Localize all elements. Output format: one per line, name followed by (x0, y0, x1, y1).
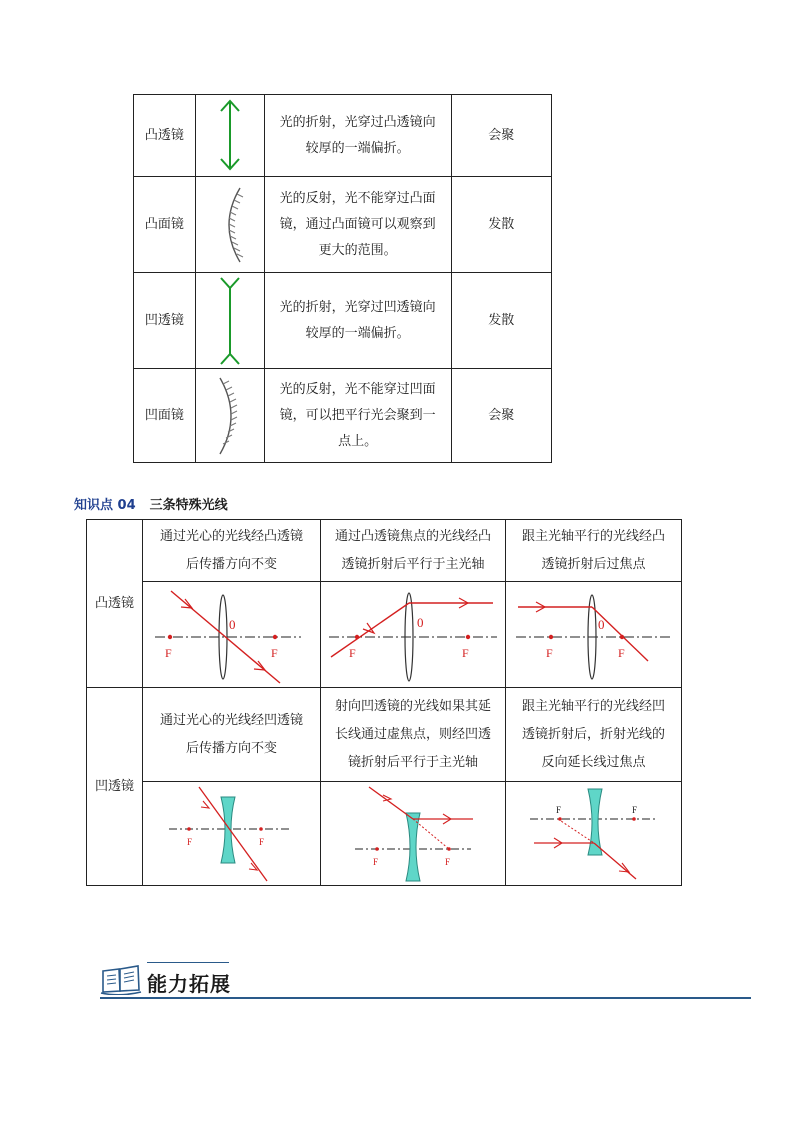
element-effect: 会聚 (451, 95, 551, 177)
convex-focal-ray-diagram (321, 582, 506, 688)
section-title: 三条特殊光线 (149, 498, 228, 513)
svg-text:F: F (187, 836, 193, 847)
table-row (134, 95, 552, 177)
svg-text:F: F (556, 804, 562, 815)
svg-text:F: F (373, 856, 379, 867)
special-rays-table (86, 519, 682, 886)
element-name: 凹面镜 (134, 369, 196, 463)
convex-lens-icon (195, 95, 264, 177)
ray-caption: 射向凹透镜的光线如果其延 长线通过虚焦点，则经凹透 镜折射后平行于主光轴 (321, 688, 506, 782)
lens-type-concave: 凹透镜 (87, 688, 143, 886)
svg-text:F: F (462, 645, 469, 660)
ray-caption: 通过凸透镜焦点的光线经凸 透镜折射后平行于主光轴 (321, 520, 506, 582)
element-name: 凸面镜 (134, 177, 196, 273)
section-title-ability-extension: 能力拓展 (147, 972, 231, 996)
svg-text:F: F (618, 645, 625, 660)
element-description: 光的折射，光穿过凹透镜向 较厚的一端偏折。 (264, 273, 451, 369)
convex-mirror-icon (195, 177, 264, 273)
table-row (134, 177, 552, 273)
svg-text:F: F (546, 645, 553, 660)
svg-text:0: 0 (417, 614, 424, 630)
footer-top-rule (147, 962, 229, 963)
svg-text:F: F (165, 645, 172, 660)
table-row (134, 369, 552, 463)
element-description: 光的折射，光穿过凸透镜向 较厚的一端偏折。 (264, 95, 451, 177)
element-name: 凹透镜 (134, 273, 196, 369)
concave-parallel-ray-diagram (506, 782, 682, 886)
footer-underline (100, 997, 751, 999)
open-book-icon (100, 963, 142, 995)
element-name: 凸透镜 (134, 95, 196, 177)
svg-text:F: F (445, 856, 451, 867)
convex-parallel-ray-diagram (506, 582, 682, 688)
element-description: 光的反射，光不能穿过凹面 镜，可以把平行光会聚到一 点上。 (264, 369, 451, 463)
svg-text:F: F (259, 836, 265, 847)
table-row (87, 688, 682, 782)
ray-caption: 通过光心的光线经凹透镜 后传播方向不变 (143, 688, 321, 782)
ray-caption: 通过光心的光线经凸透镜 后传播方向不变 (143, 520, 321, 582)
concave-virtual-focus-ray-diagram (321, 782, 506, 886)
element-effect: 发散 (451, 273, 551, 369)
table-row (87, 782, 682, 886)
section-label: 知识点 04 (74, 498, 136, 513)
concave-lens-icon (195, 273, 264, 369)
convex-center-ray-diagram (143, 582, 321, 688)
lens-type-convex: 凸透镜 (87, 520, 143, 688)
table-row (134, 273, 552, 369)
svg-text:0: 0 (598, 616, 605, 632)
element-effect: 发散 (451, 177, 551, 273)
concave-center-ray-diagram (143, 782, 321, 886)
ray-caption: 跟主光轴平行的光线经凹 透镜折射后，折射光线的 反向延长线过焦点 (506, 688, 682, 782)
svg-text:F: F (632, 804, 638, 815)
element-effect: 会聚 (451, 369, 551, 463)
concave-mirror-icon (195, 369, 264, 463)
optics-elements-table (133, 94, 552, 463)
svg-text:0: 0 (229, 616, 236, 632)
element-description: 光的反射，光不能穿过凸面 镜，通过凸面镜可以观察到 更大的范围。 (264, 177, 451, 273)
svg-text:F: F (271, 645, 278, 660)
svg-text:F: F (349, 645, 356, 660)
table-row (87, 582, 682, 688)
table-row (87, 520, 682, 582)
section-heading (74, 494, 228, 513)
ray-caption: 跟主光轴平行的光线经凸 透镜折射后过焦点 (506, 520, 682, 582)
